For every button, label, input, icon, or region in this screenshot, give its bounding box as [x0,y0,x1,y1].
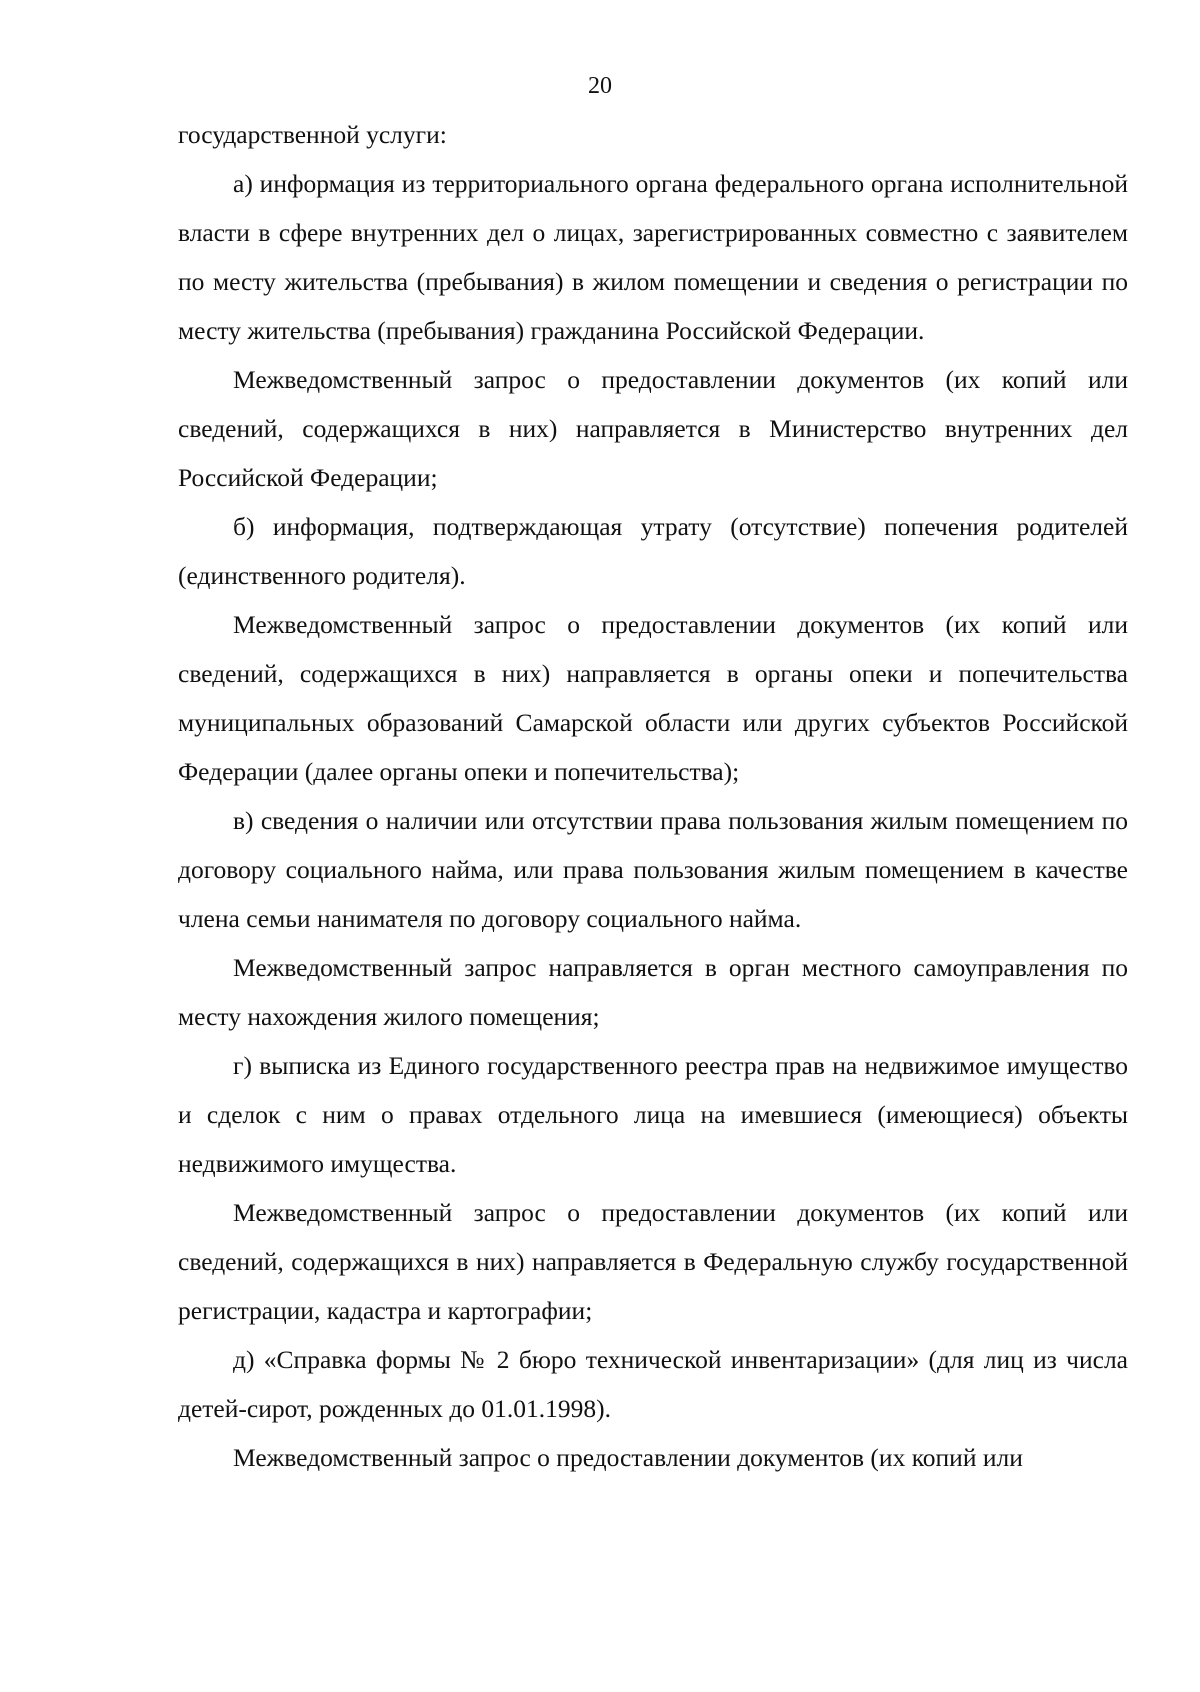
paragraph-request-local-government: Межведомственный запрос направляется в орган местного самоуправления по месту нахождения жилого помещения; [178,953,1128,1031]
page-number: 20 [588,73,612,99]
paragraph-request-rosreestr: Межведомственный запрос о предоставлении документов (их копий или сведений, содержащихся в них) направляется в Федеральную службу государственной регистрации, кадастра и картографии; [178,1198,1128,1325]
paragraph-item-b: б) информация, подтверждающая утрату (отсутствие) попечения родителей (единственного родителя). [178,512,1128,590]
paragraph-request-mvd: Межведомственный запрос о предоставлении документов (их копий или сведений, содержащихся в них) направляется в Министерство внутренних дел Российской Федерации; [178,365,1128,492]
paragraph-request-continued: Межведомственный запрос о предоставлении документов (их копий или [233,1443,1023,1472]
paragraph-item-v: в) сведения о наличии или отсутствии права пользования жилым помещением по договору социального найма, или права пользования жилым помещением в качестве члена семьи нанимателя по договору социального найма. [178,806,1128,933]
document-body [178,110,1128,1482]
paragraph-item-g: г) выписка из Единого государственного реестра прав на недвижимое имущество и сделок с ним о правах отдельного лица на имевшиеся (имеющиеся) объекты недвижимого имущества. [178,1051,1128,1178]
paragraph-request-guardianship: Межведомственный запрос о предоставлении документов (их копий или сведений, содержащихся в них) направляется в органы опеки и попечительства муниципальных образований Самарской области или других субъектов Российской Федерации (далее органы опеки и попечительства); [178,610,1128,786]
paragraph-item-d: д) «Справка формы № 2 бюро технической инвентаризации» (для лиц из числа детей-сирот, рожденных до 01.01.1998). [178,1345,1128,1423]
paragraph-continuation: государственной услуги: [178,120,447,149]
paragraph-item-a: а) информация из территориального органа федерального органа исполнительной власти в сфере внутренних дел о лицах, зарегистрированных совместно с заявителем по месту жительства (пребывания) в жилом помещении и сведения о регистрации по месту жительства (пребывания) гражданина Российской Федерации. [178,169,1128,345]
